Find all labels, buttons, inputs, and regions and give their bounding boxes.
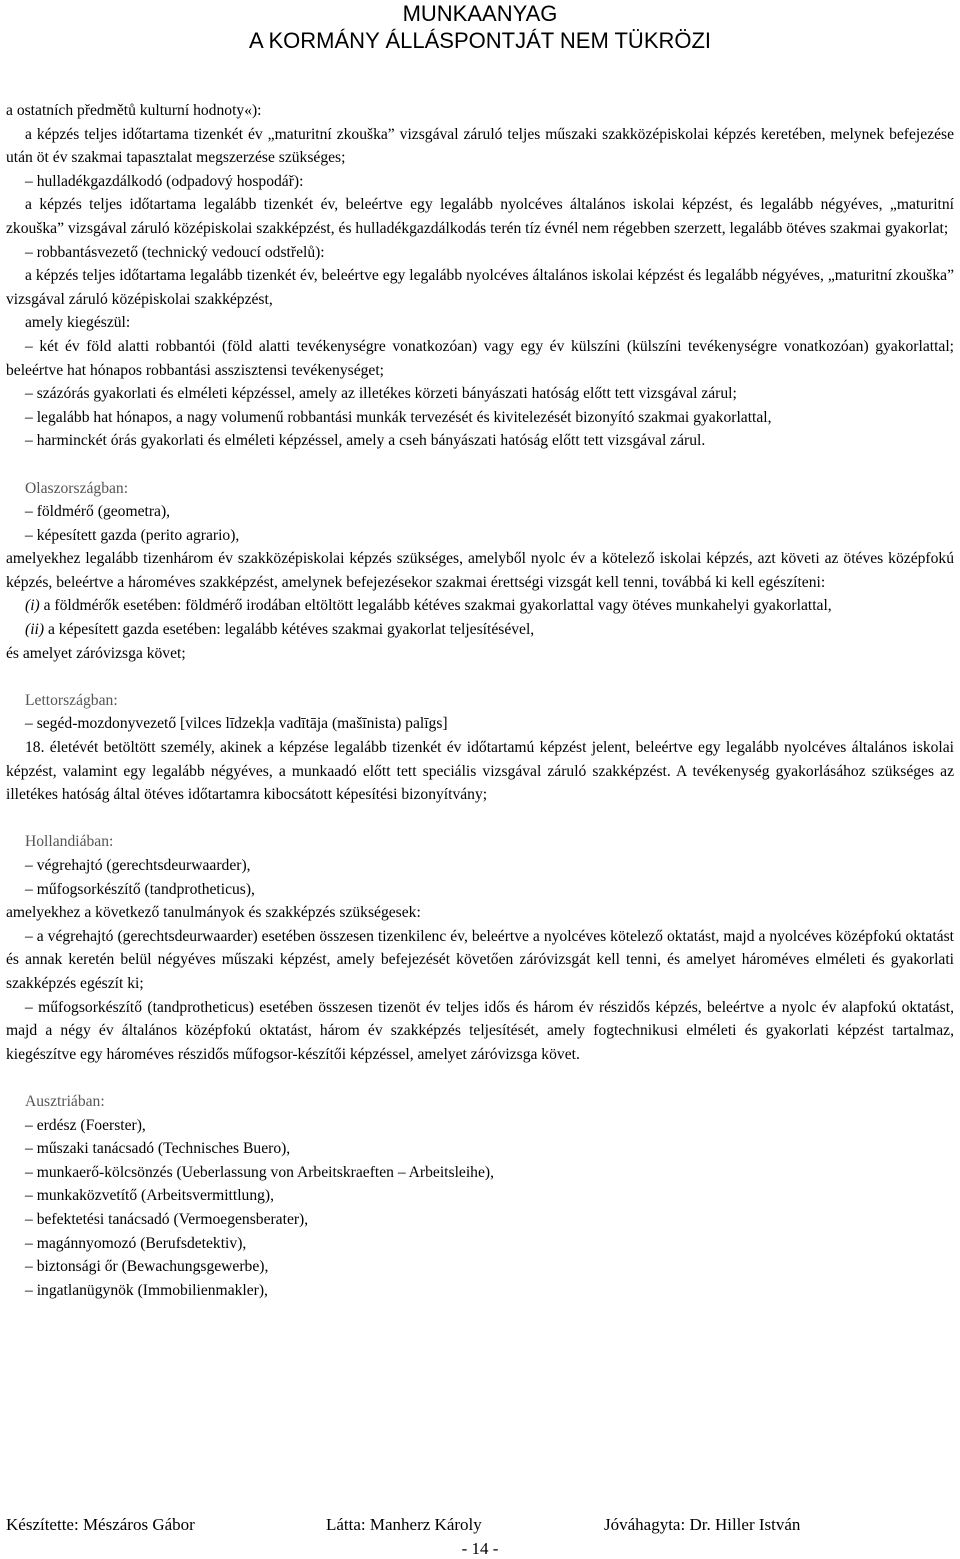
- list-item: – legalább hat hónapos, a nagy volumenű robbantási munkák tervezését és kivitelezését bizonyító szakmai gyakorlattal,: [25, 408, 772, 426]
- page-footer: [0, 1515, 960, 1557]
- section-title-italy: Olaszországban:: [25, 479, 129, 497]
- paragraph: a képzés teljes időtartama tizenkét év „maturitní zkouška” vizsgával záruló teljes műszaki szakközépiskolai képzés keretében, melynek befejezése után öt év szakmai tapasztalat megszerzése szükséges;: [6, 125, 954, 167]
- paragraph: a képzés teljes időtartama legalább tizenkét év, beleértve egy legalább nyolcéves általános iskolai képzést és legalább négyéves, „maturitní zkouška” vizsgával záruló középiskolai szakképzést,: [6, 267, 954, 308]
- page-number: - 14 -: [461, 1539, 499, 1558]
- list-marker: (i): [25, 597, 40, 615]
- list-item: – magánnyomozó (Berufsdetektiv),: [25, 1234, 247, 1252]
- list-item: – harminckét órás gyakorlati és elméleti képzéssel, amely a cseh bányászati hatóság előtt tett vizsgával zárul.: [25, 432, 706, 450]
- list-item: – ingatlanügynök (Immobilienmakler),: [25, 1281, 268, 1299]
- paragraph: [6, 594, 954, 618]
- list-item: – műszaki tanácsadó (Technisches Buero),: [25, 1140, 291, 1158]
- list-item: – erdész (Foerster),: [25, 1116, 146, 1134]
- paragraph: [6, 618, 954, 642]
- page-header: [0, 0, 960, 54]
- paragraph: a ostatních předmětů kulturní hodnoty«):: [6, 102, 262, 119]
- paragraph: a képzés teljes időtartama legalább tizenkét év, beleértve egy legalább nyolcéves általános iskolai képzést, és legalább négyéves, „maturitní zkouška” vizsgával záruló középiskolai szakképzést, és hulladékgazdálkodás terén tíz évnél nem régebben szerzett, legalább ötéves szakmai gyakorlat;: [6, 196, 954, 237]
- list-item: – végrehajtó (gerechtsdeurwaarder),: [25, 857, 251, 874]
- list-item: – hulladékgazdálkodó (odpadový hospodář):: [25, 172, 304, 190]
- list-item: – segéd-mozdonyvezető [vilces līdzekļa vadītāja (mašīnista) palīgs]: [25, 715, 448, 733]
- paragraph: amelyekhez a következő tanulmányok és szakképzés szükségesek:: [6, 904, 421, 922]
- paragraph: és amelyet záróvizsga követ;: [6, 644, 186, 662]
- section-title-latvia: Lettországban:: [25, 691, 118, 709]
- list-item: – biztonsági őr (Bewachungsgewerbe),: [25, 1258, 269, 1276]
- list-item: – munkaközvetítő (Arbeitsvermittlung),: [25, 1187, 275, 1205]
- section-title-austria: Ausztriában:: [25, 1092, 105, 1110]
- paragraph: amely kiegészül:: [25, 314, 131, 332]
- list-item: – két év föld alatti robbantói (föld alatti tevékenységre vonatkozóan) vagy egy év külszíni (külszíni tevékenységre vonatkozóan) gyakorlattal; beleértve hat hónapos robbantási asszisztensi tevékenységet;: [6, 337, 954, 379]
- footer-prepared-by: Készítette: Mészáros Gábor: [6, 1515, 195, 1534]
- list-item: – robbantásvezető (technický vedoucí odstřelů):: [25, 243, 325, 261]
- list-item: – százórás gyakorlati és elméleti képzéssel, amely az illetékes körzeti bányászati hatóság előtt tett vizsgával zárul;: [25, 385, 737, 403]
- list-item: – műfogsorkészítő (tandprotheticus),: [25, 880, 255, 898]
- list-item: – a végrehajtó (gerechtsdeurwaarder) esetében összesen tizenkilenc év, beleértve a nyolcéves kötelező oktatást, majd a nyolcéves középfokú oktatást és annak keretén belül négyéves műszaki képzést, amely befejezését követően záróvizsgát kell tenni, és amelyet hároméves elméleti és gyakorlati szakképzés egészít ki;: [6, 927, 954, 992]
- footer-seen-by: Látta: Manherz Károly: [326, 1515, 482, 1534]
- paragraph: 18. életévét betöltött személy, akinek a képzése legalább tizenkét év időtartamú képzést jelent, beleértve egy legalább nyolcéves általános iskolai képzést, valamint egy legalább négyéves, a munkaadó előtt tett speciális vizsgával záruló szakképzést. A tevékenység gyakorlásához szükséges az illetékes hatóság által ötéves időtartamra kibocsátott képesítési bizonyítvány;: [6, 739, 954, 804]
- list-item: – földmérő (geometra),: [25, 503, 171, 521]
- list-item: – munkaerő-kölcsönzés (Ueberlassung von Arbeitskraeften – Arbeitsleihe),: [25, 1163, 494, 1181]
- header-line-1: MUNKAANYAG: [402, 1, 558, 26]
- footer-approved-by: Jóváhagyta: Dr. Hiller István: [604, 1515, 801, 1534]
- list-item: – befektetési tanácsadó (Vermoegensberater),: [25, 1210, 309, 1228]
- list-item: – képesített gazda (perito agrario),: [25, 526, 240, 544]
- section-title-netherlands: Hollandiában:: [25, 833, 114, 851]
- paragraph-text: a földmérők esetében: földmérő irodában eltöltött legalább kétéves szakmai gyakorlattal vagy ötéves munkahelyi gyakorlattal,: [39, 597, 832, 615]
- list-item: – műfogsorkészítő (tandprotheticus) esetében összesen tizenöt év teljes idős és három év részidős képzés, beleértve a nyolc év alapfokú oktatást, majd a négy év általános középfokú oktatást, három év szakképzés teljesítését, amely fogtechnikusi elméleti és gyakorlati képzést tartalmaz, kiegészítve egy hároméves részidős műfogsor-készítői képzéssel, amelyet záróvizsga követ.: [6, 998, 954, 1063]
- list-marker: (ii): [25, 621, 45, 639]
- document-body: [6, 99, 954, 1302]
- header-line-2: A KORMÁNY ÁLLÁSPONTJÁT NEM TÜKRÖZI: [248, 28, 712, 53]
- paragraph: amelyekhez legalább tizenhárom év szakközépiskolai képzés szükséges, amelyből nyolc év a kötelező iskolai képzés, azt követi az ötéves középfokú képzés, beleértve a hároméves szakképzést, amelynek befejezésekor szakmai érettségi vizsgát kell tenni, továbbá ki kell egészíteni:: [6, 550, 954, 591]
- paragraph-text: a képesített gazda esetében: legalább kétéves szakmai gyakorlat teljesítésével,: [44, 621, 535, 639]
